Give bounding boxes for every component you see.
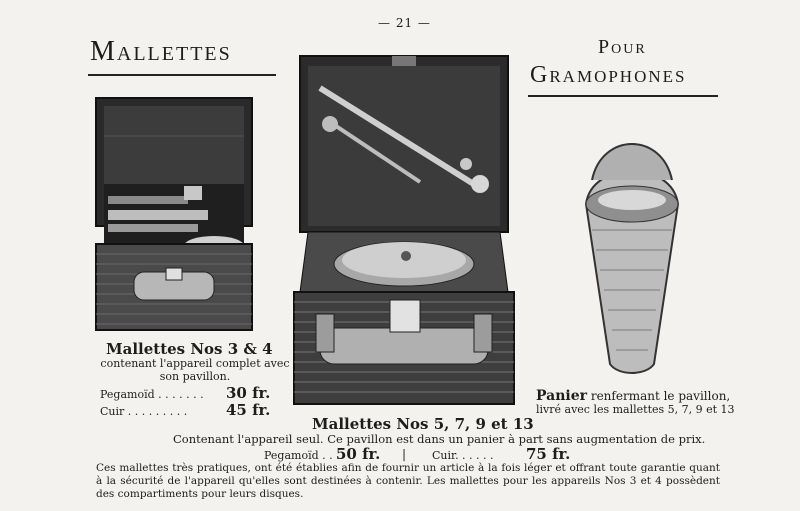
heading-mallettes: Mallettes	[90, 36, 232, 67]
large-case-illustration	[290, 52, 518, 408]
basket-caption	[536, 388, 730, 404]
basket-title: Panier	[536, 388, 588, 404]
footer-paragraph: Ces mallettes très pratiques, ont été établies afin de fournir un article à la fois léger et offrant toute garantie quant à la sécurité de l'appareil qu'elles sont destinées à contenir. Les mallettes pour les appareils Nos 3 et 4 possèdent des compartiments pour leurs disques.	[96, 462, 720, 500]
small-case-description: contenant l'appareil complet avec son pavillon.	[100, 357, 290, 383]
small-case-price-value: 30 fr.	[226, 384, 271, 402]
large-case-price-label: Cuir. . . . . .	[432, 449, 494, 462]
basket-illustration	[572, 120, 692, 378]
page-number: — 21 —	[378, 16, 431, 30]
large-case-price-value: 75 fr.	[526, 445, 571, 463]
price-label: Pegamoïd . . . . . . .	[100, 388, 204, 401]
heading-pour: Pour	[598, 36, 647, 58]
basket-desc-2: livré avec les mallettes 5, 7, 9 et 13	[536, 403, 735, 416]
heading-left-rule	[88, 74, 276, 76]
heading-gramophones: Gramophones	[530, 62, 687, 88]
basket-desc-1: renfermant le pavillon,	[590, 389, 731, 403]
heading-right-rule	[528, 95, 718, 97]
small-case-price-value: 45 fr.	[226, 401, 271, 419]
small-case-price-row	[100, 405, 187, 418]
large-case-description: Contenant l'appareil seul. Ce pavillon est dans un panier à part sans augmentation de prix.	[173, 432, 706, 446]
large-case-title: Mallettes Nos 5, 7, 9 et 13	[312, 415, 534, 433]
price-label: Cuir . . . . . . . . .	[100, 405, 188, 418]
small-case-price-row	[100, 388, 204, 401]
large-case-price-label: Pegamoïd . . .	[264, 449, 340, 462]
small-case-title: Mallettes Nos 3 & 4	[106, 340, 273, 358]
price-separator: |	[402, 447, 407, 461]
large-case-price-value: 50 fr.	[336, 445, 381, 463]
small-case-illustration	[94, 96, 254, 332]
